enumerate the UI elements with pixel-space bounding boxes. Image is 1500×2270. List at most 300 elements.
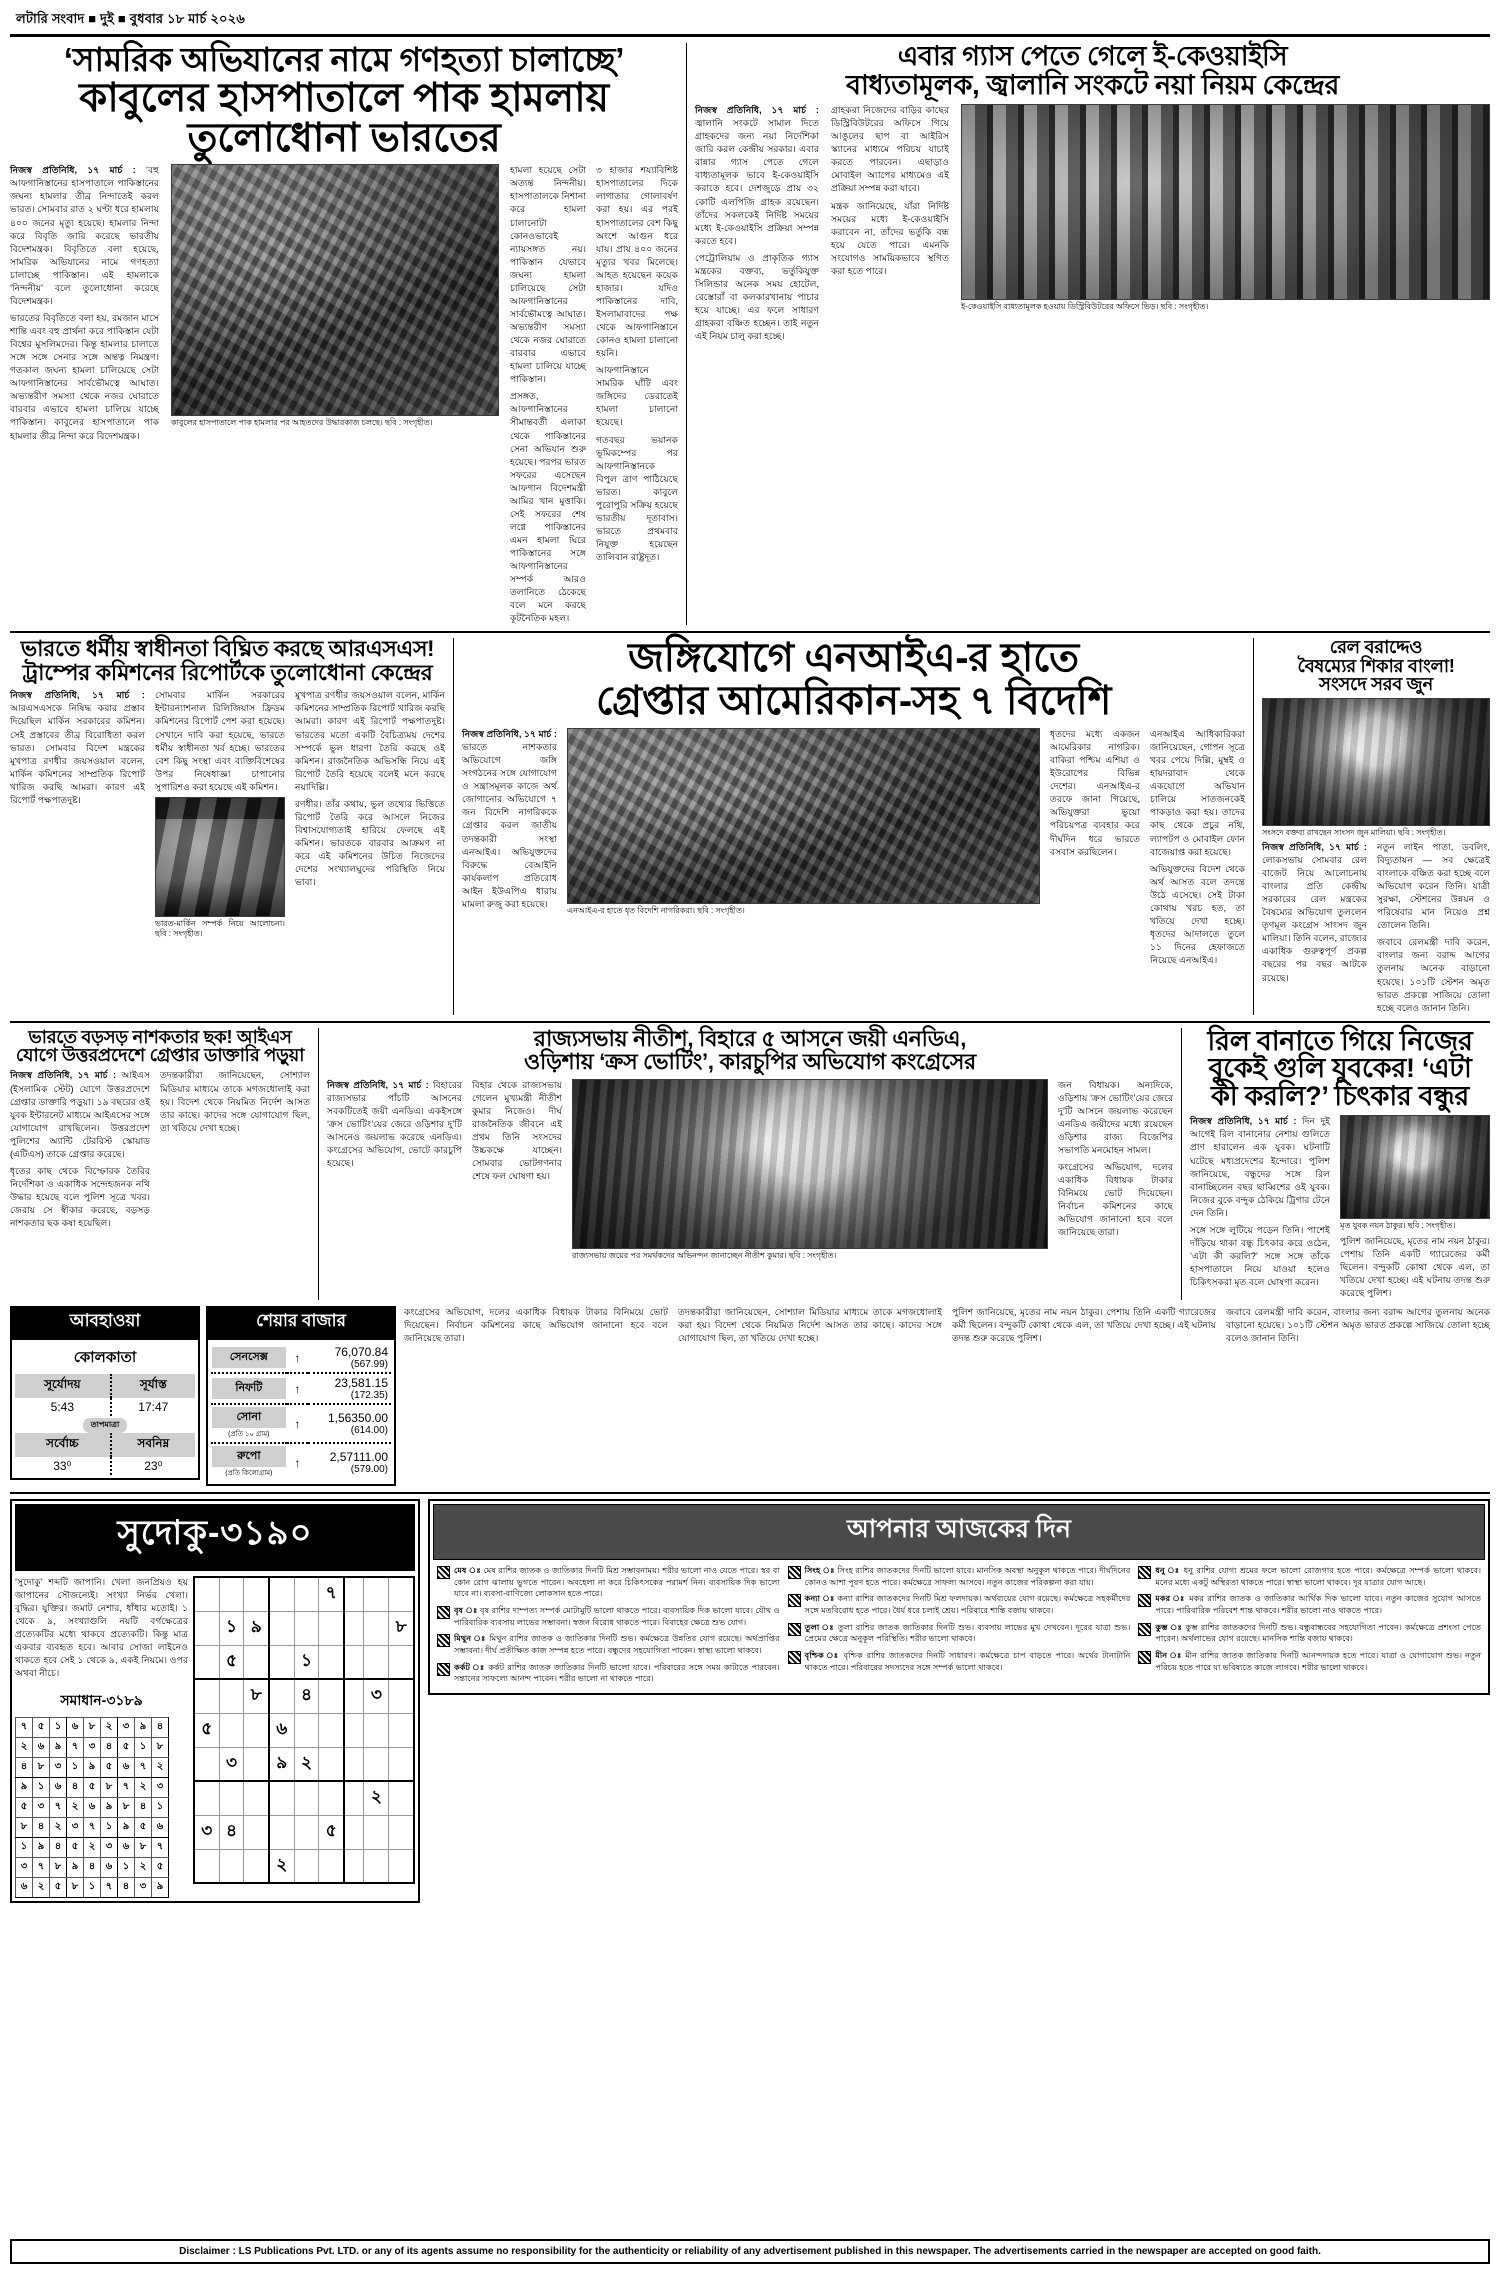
sudoku-solution-cell: ৮ bbox=[33, 1757, 50, 1777]
sudoku-cell[interactable] bbox=[319, 1645, 344, 1679]
horoscope-text: মেষ ঃ মেষ রাশির জাতক ও জাতিকার দিনটি মিশ্র সম্ভাবনাময়। শরীর ভালো নাও যেতে পারে। স্বর বা কোন রোগ ঝালায় ভুগতে পারেন। অবহেলা না করে চিকিৎসকের পরামর্শ নিন। ব্যবসায়িক দিক ভালো যাবে না। ব্যবসা-বাণিজ্যে লোকসান হতে পারে। bbox=[454, 1566, 780, 1599]
temp-min-label: সবনিম্ন bbox=[111, 1433, 195, 1457]
horoscope-item bbox=[1138, 1593, 1481, 1616]
horoscope-item bbox=[437, 1633, 780, 1656]
horoscope-text: কন্যা ঃ কন্যা রাশির জাতকদের দিনটি মিশ্র ফলদায়ক। অর্থব্যয়ের যোগ রয়েছে। কর্মক্ষেত্রে সহকর্মীদের সঙ্গে মতবিরোধ হতে পারে। ধৈর্য ধরে চলাই শ্রেয়। পরিবারে শান্তি বজায় থাকবে। bbox=[804, 1594, 1131, 1615]
sudoku-cell[interactable] bbox=[344, 1713, 364, 1747]
sudoku-cell[interactable] bbox=[344, 1747, 364, 1781]
rss-col-3: মুখপাত্র রণধীর জয়সওয়াল বলেন, মার্কিন কমিশনের সাম্প্রতিক রিপোর্ট খারিজ করছি আমরা। কারণ এই রিপোর্ট পক্ষপাতদুষ্ট। ভারতের মতো একটি বৈচিত্র্যময় দেশের সম্পর্কে ভুল ধারণা তৈরি করছে ওই কমিশন। রাজনৈতিক অভিসন্ধি নিয়ে এই রিপোর্ট তৈরি হয়েছে বলেই মনে করছে নয়াদিল্লি। রণধীর। তাঁর কথায়, ভুল তথ্যের ভিত্তিতে রিপোর্ট তৈরি করে আসলে নিজের বিশ্বাসযোগ্যতাই হারিয়ে ফেলছে এই কমিশন। ভারতকে বারবার আক্রমণ না করে এই কমিশনের উচিত নিজেদের দেশের সংখ্যালঘুদের পরিস্থিতি নিয়ে ভাবা। bbox=[295, 690, 445, 888]
nia-col-3: এনআইএ আধিকারিকরা জানিয়েছেন, গোপন সূত্রে খবর পেয়ে দিল্লি, মুম্বই ও হায়দরাবাদ থেকে একযোগে অভিযান চালিয়ে সাতজনকেই পাকড়াও করা হয়। তাদের কাছ থেকে প্রচুর নথি, ল্যাপটপ ও মোবাইল ফোন বাজেয়াপ্ত করা হয়েছে। অভিযুক্তদের বিদেশ থেকে অর্থ আসত বলে তদন্তে উঠে এসেছে। সেই টাকা কোথায় খরচ হত, তা খতিয়ে দেখা হচ্ছে। ধৃতদের আদালতে তুলে ১১ দিনের হেফাজতে নিয়েছে এনআইএ। bbox=[1150, 729, 1245, 966]
market-row bbox=[211, 1405, 391, 1443]
market-box bbox=[206, 1306, 396, 1486]
market-row bbox=[211, 1343, 391, 1373]
gas-photo-caption: ই-কেওয়াইসি বাধ্যতামূলক হওয়ায় ডিস্ট্রিবিউটরের অফিসে ভিড়। ছবি : সংগৃহীত। bbox=[961, 302, 1209, 312]
sudoku-cell[interactable]: ৯ bbox=[269, 1747, 294, 1781]
horoscope-item bbox=[1138, 1622, 1481, 1645]
bihar-photo bbox=[572, 1079, 1048, 1249]
reel-photo-caption: মৃত যুবক নয়ন ঠাকুর। ছবি : সংগৃহীত। bbox=[1340, 1221, 1456, 1231]
sudoku-cell[interactable]: ৮ bbox=[244, 1679, 269, 1713]
sudoku-solution-cell: ৬ bbox=[50, 1777, 67, 1797]
horoscope-item bbox=[788, 1593, 1131, 1616]
sudoku-cell[interactable] bbox=[294, 1577, 319, 1611]
sudoku-solution-cell: ৬ bbox=[118, 1757, 135, 1777]
sudoku-solution-cell: ১ bbox=[135, 1737, 152, 1757]
sudoku-cell[interactable]: ৭ bbox=[319, 1577, 344, 1611]
bottom-block bbox=[10, 1499, 1490, 1903]
section-rule-2 bbox=[10, 1021, 1490, 1023]
zodiac-icon bbox=[1138, 1594, 1151, 1607]
sudoku-cell[interactable] bbox=[294, 1713, 319, 1747]
sudoku-cell[interactable] bbox=[194, 1679, 219, 1713]
nia-photo bbox=[567, 728, 1040, 904]
sudoku-cell[interactable] bbox=[364, 1849, 389, 1883]
sudoku-solution-cell: ৬ bbox=[152, 1817, 169, 1837]
sudoku-solution-cell: ৯ bbox=[33, 1837, 50, 1857]
sudoku-cell[interactable] bbox=[389, 1781, 414, 1815]
sudoku-solution-cell: ৯ bbox=[135, 1717, 152, 1737]
sudoku-solution-cell: ১ bbox=[152, 1797, 169, 1817]
nia-col-1: নিজস্ব প্রতিনিধি, ১৭ মার্চ : ভারতে নাশকতার অভিযোগে জঙ্গি সংগঠনের সঙ্গে যোগাযোগ ও সন্ত্রাসমূলক কাজে অর্থ জোগানোর অভিযোগে ৭ জন বিদেশি নাগরিককে গ্রেপ্তার করল জাতীয় তদন্তকারী সংস্থা এনআইএ। অভিযুক্তদের বিরুদ্ধে বেআইনি কার্যকলাপ প্রতিরোধ আইন ইউএপিএ ধারায় মামলা রুজু করা হয়েছে। bbox=[462, 729, 557, 909]
nia-photo-col bbox=[562, 728, 1045, 967]
market-value: 76,070.84 bbox=[334, 1345, 388, 1360]
nia-headline-line2: গ্রেপ্তার আমেরিকান-সহ ৭ বিদেশি bbox=[595, 679, 1112, 724]
rss-col-2: সোমবার মার্কিন সরকারের ইন্টারন্যাশনাল রিলিজিয়াস ফ্রিডম কমিশনের রিপোর্ট পেশ করা হয়েছে। সেখানে দাবি করা হয়েছে, ভারতে ধর্মীয় স্বাধীনতা খর্ব হচ্ছে। ভারতের বেশ কিছু সংস্থা এবং ব্যক্তিবিশেষের উপর নিষেধাজ্ঞা চাপানোর সুপারিশও করা হয়েছে এই কমিশন। ভারত-মার্কিন সম্পর্ক নিয়ে আলোচনা। ছবি : সংগৃহীত। bbox=[155, 690, 285, 939]
rss-col-1: নিজস্ব প্রতিনিধি, ১৭ মার্চ : আরএসএসকে নিষিদ্ধ করার প্রস্তাব দিয়েছিল মার্কিন সরকারের কমিশন। সেই প্রস্তাবের তীব্র বিরোধিতা করল ভারত। সোমবার বিদেশ মন্ত্রকের মুখপাত্র রণধীর জয়সওয়াল বলেন, মার্কিন কমিশনের সাম্প্রতিক রিপোর্ট খারিজ করছি আমরা। কারণ এই রিপোর্ট পক্ষপাতদুষ্ট। bbox=[10, 690, 145, 805]
sudoku-cell[interactable] bbox=[194, 1577, 219, 1611]
sudoku-solution-cell: ৮ bbox=[67, 1877, 84, 1897]
sudoku-cell[interactable]: ২ bbox=[269, 1849, 294, 1883]
sudoku-solution-cell: ২ bbox=[50, 1817, 67, 1837]
sudoku-solution-cell: ৬ bbox=[33, 1737, 50, 1757]
reel-col-1: নিজস্ব প্রতিনিধি, ১৭ মার্চ : দিন দুই আগেই রিল বানানোর নেশায় গুলিতে প্রাণ হারালেন এক যুবক। ঘটনাটি ঘটেছে মধ্যপ্রদেশের ইন্দোরে। পুলিশ জানিয়েছে, বন্ধুদের সঙ্গে রিল বানাচ্ছিলেন বছর ছাব্বিশের ওই যুবক। নিজের বুকে বন্দুক ঠেকিয়ে ট্রিগার টেনে দেন তিনি। সঙ্গে সঙ্গে লুটিয়ে পড়েন তিনি। পাশেই দাঁড়িয়ে থাকা বন্ধু চিৎকার করে ওঠেন, ‘এটা কী করলি?’ সঙ্গে সঙ্গে তাঁকে হাসপাতালে নিয়ে যাওয়া হলেও চিকিৎসকরা মৃত বলে ঘোষণা করেন। bbox=[1190, 1116, 1330, 1288]
horoscope-text: মিথুন ঃ মিথুন রাশির জাতক ও জাতিকার দিনটি শুভ। কর্মক্ষেত্রে উন্নতির যোগ রয়েছে। অর্থপ্রাপ্তির সম্ভাবনা। দীর্ঘ প্রতীক্ষিত কাজ সম্পন্ন হতে পারে। বন্ধুদের সহযোগিতা পাবেন। স্বাস্থ্য ভালো থাকবে। bbox=[454, 1634, 780, 1655]
sudoku-cell[interactable] bbox=[344, 1815, 364, 1849]
sudoku-title: সুদোকু-৩১৯০ bbox=[15, 1504, 415, 1571]
horoscope-text: মকর ঃ মকর রাশির জাতক ও জাতিকার আর্থিক দিক ভালো যাবে। নতুন কাজের সুযোগ আসতে পারে। পারিবারিক পরিবেশ শান্ত থাকবে। শরীর ভালো নাও থাকতে পারে। bbox=[1155, 1594, 1482, 1615]
sudoku-solution-cell: ৫ bbox=[67, 1837, 84, 1857]
sudoku-cell[interactable] bbox=[344, 1645, 364, 1679]
zodiac-icon bbox=[437, 1634, 450, 1647]
sudoku-cell[interactable] bbox=[194, 1781, 219, 1815]
horoscope-text: কুম্ভ ঃ কুম্ভ রাশির জাতকদের দিনটি শুভ। বন্ধুবান্ধবের সহযোগিতা পাবেন। কর্মক্ষেত্রে প্রশংসা পেতে পারেন। অর্থলাভের যোগ রয়েছে। মানসিক শান্তি বজায় থাকবে। bbox=[1155, 1622, 1482, 1644]
sudoku-cell[interactable]: ৬ bbox=[269, 1713, 294, 1747]
sudoku-solution-cell: ৬ bbox=[16, 1877, 33, 1897]
weather-title: আবহাওয়া bbox=[10, 1306, 200, 1340]
sudoku-cell[interactable] bbox=[194, 1747, 219, 1781]
horoscope-sign-name: কন্যা ঃ bbox=[804, 1594, 838, 1604]
sudoku-cell[interactable] bbox=[319, 1747, 344, 1781]
sudoku-solution-cell: ৭ bbox=[16, 1717, 33, 1737]
sudoku-solution-cell: ৮ bbox=[84, 1717, 101, 1737]
sudoku-cell[interactable] bbox=[344, 1611, 364, 1645]
sudoku-cell[interactable] bbox=[389, 1679, 414, 1713]
sudoku-solution-cell: ৩ bbox=[84, 1737, 101, 1757]
zodiac-icon bbox=[437, 1566, 450, 1579]
sudoku-cell[interactable] bbox=[269, 1577, 294, 1611]
masthead-rule bbox=[10, 34, 1490, 37]
market-title: শেয়ার বাজার bbox=[206, 1306, 396, 1340]
sudoku-cell[interactable] bbox=[319, 1611, 344, 1645]
sudoku-cell[interactable] bbox=[364, 1713, 389, 1747]
sudoku-cell[interactable]: ৯ bbox=[244, 1611, 269, 1645]
sudoku-cell[interactable] bbox=[344, 1577, 364, 1611]
lead-col-1: নিজস্ব প্রতিনিধি, ১৭ মার্চ : ‘বহু আফগানিস্তানের হাসপাতালে পাকিস্তানের জঘন্য হামলার তীব্র নিন্দাতেই করল ভারত। সোমবার রাত ২ ঘণ্টা ধরে হামলায় ৪০০ জনের মৃত্যু হয়েছে। হামলার নিন্দা করে বিবৃতি জারি করেছে ভারতীয় বিদেশমন্ত্রক। বিবৃতিতে বলা হয়েছে, সামরিক অভিযানের নামে গণহত্যা চালাচ্ছে পাকিস্তান। এই হামলাকে ‘নিন্দনীয়’ বলে তুলোধোনা করেছে বিদেশমন্ত্রক। ভারতের বিবৃতিতে বলা হয়, রমজান মাসে শান্তি এবং বহু প্রার্থনা করে পাকিস্তান যেটা বিশ্বের মুসলিমদের। কিন্তু হামলার চালাতে সঙ্গে সঙ্গে সেনার সঙ্গে অন্তত্ন নিমন্ত্রণ। গতকাল জঘন্য হামলা চালিয়েছে সেটা আফগানিস্তানের সার্বভৌমত্বে আঘাত। অভ্যন্তরীণ সমস্যা থেকে নজর ঘোরাতে বারবার এভাবে হামলা চালিয়ে যাচ্ছে পাকিস্তান। কাবুলের হাসপাতালে পাক হামলার তীব্র নিন্দা করে বিদেশমন্ত্রক। bbox=[10, 165, 159, 441]
sudoku-cell[interactable] bbox=[269, 1611, 294, 1645]
sudoku-cell[interactable] bbox=[294, 1611, 319, 1645]
sudoku-cell[interactable] bbox=[194, 1849, 219, 1883]
rss-photo bbox=[155, 797, 285, 917]
sudoku-cell[interactable] bbox=[364, 1611, 389, 1645]
sudoku-row bbox=[194, 1713, 414, 1747]
sudoku-solution-cell: ২ bbox=[152, 1757, 169, 1777]
sudoku-solution-cell: ২ bbox=[33, 1877, 50, 1897]
horoscope-section bbox=[428, 1499, 1490, 1695]
lead-byline: নিজস্ব প্রতিনিধি, ১৭ মার্চ : bbox=[10, 165, 136, 176]
sudoku-solution-cell: ৩ bbox=[152, 1777, 169, 1797]
is-headline-line2: যোগে উত্তরপ্রদেশে গ্রেপ্তার ডাক্তারি পড়ুয়া bbox=[15, 1045, 305, 1066]
sudoku-solution-cell: ২ bbox=[67, 1797, 84, 1817]
horoscope-sign-name: ধনু ঃ bbox=[1155, 1566, 1184, 1576]
masthead: লটারি সংবাদ ■ দুই ■ বুধবার ১৮ মার্চ ২০২৬ bbox=[16, 11, 245, 26]
nia-story bbox=[462, 638, 1245, 1014]
gas-photo bbox=[961, 104, 1490, 300]
gas-headline-line1: এবার গ্যাস পেতে গেলে ই-কেওয়াইসি bbox=[897, 41, 1288, 71]
sudoku-solution-cell: ৮ bbox=[152, 1737, 169, 1757]
sudoku-cell[interactable] bbox=[294, 1815, 319, 1849]
sudoku-solution-cell: ২ bbox=[101, 1717, 118, 1737]
sudoku-cell[interactable] bbox=[194, 1611, 219, 1645]
gas-col-1: নিজস্ব প্রতিনিধি, ১৭ মার্চ : জ্বালানি সংকটে সামাল দিতে গ্রাহকদের জন্য নয়া নির্দেশিকা জারি করল কেন্দ্রীয় সরকার। এবার রান্নার গ্যাস পেতে গেলে বাধ্যতামূলক ভাবে ই-কেওয়াইসি করাতে হবে। দেশজুড়ে প্রায় ৩২ কোটি এলপিজি গ্রাহক রয়েছেন। তাঁদের সকলকেই নির্দিষ্ট সময়ের মধ্যে ই-কেওয়াইসি প্রক্রিয়া সম্পন্ন করতে হবে। পেট্রোলিয়াম ও প্রাকৃতিক গ্যাস মন্ত্রকের বক্তব্য, ভর্তুকিযুক্ত সিলিন্ডার অনেক সময় হোটেল, রেস্তোরাঁ বা কলকারখানায় পাচার হয়ে যাচ্ছে। এর ফলে সাধারণ গ্রাহকরা বঞ্চিত হচ্ছেন। তাই নতুন এই নিয়ম চালু করা হচ্ছে। bbox=[695, 105, 819, 342]
bihar-byline: নিজস্ব প্রতিনিধি, ১৭ মার্চ : bbox=[327, 1079, 429, 1090]
lead-col-2: হামলা হয়েছে সেটা অত্যন্ত নিন্দনীয়। হাসপাতালকে নিশানা করে হামলা চালানোটা কোনওভাবেই ন্যায়সঙ্গত নয়। পাকিস্তান যেভাবে জঘন্য হামলা চালিয়েছে সেটা আফগানিস্তানের সার্বভৌমত্বে আঘাত। অভ্যন্তরীণ সমস্যা থেকে নজর ঘোরাতে বারবার এভাবে হামলা চালিয়ে যাচ্ছে পাকিস্তান। প্রসঙ্গত, আফগানিস্তানের সীমান্তবর্তী এলাকা থেকে পাকিস্তানের সেনা অভিযান শুরু হয়েছে। পরপর ভারত সফরের এসেছেন আফগান বিদেশমন্ত্রী আমির খান মুত্তাকি। সেই সফরের শেষ লগ্নে পাকিস্তানের এমন হামলা ঘিরে পাকিস্তানের সঙ্গে আফগানিস্তানের সম্পর্ক আরও তলানিতে ঠেকেছে বলে মনে করছে কূটনৈতিক মহল। bbox=[510, 165, 586, 624]
horoscope-column bbox=[437, 1565, 780, 1690]
sudoku-cell[interactable] bbox=[389, 1577, 414, 1611]
market-value: 23,581.15 bbox=[334, 1376, 388, 1391]
sudoku-solution-cell: ৯ bbox=[152, 1877, 169, 1897]
sudoku-cell[interactable] bbox=[389, 1713, 414, 1747]
sudoku-row bbox=[194, 1781, 414, 1815]
sudoku-cell[interactable]: ৮ bbox=[389, 1611, 414, 1645]
sudoku-solution-cell: ৯ bbox=[118, 1817, 135, 1837]
rss-headline-line2: ট্রাম্পের কমিশনের রিপোর্টকে তুলোধোনা কেন্দ্রের bbox=[22, 659, 433, 685]
market-value: 2,57111.00 bbox=[329, 1450, 388, 1465]
sudoku-cell[interactable] bbox=[344, 1781, 364, 1815]
sudoku-cell[interactable]: ৩ bbox=[364, 1679, 389, 1713]
sudoku-cell[interactable] bbox=[244, 1747, 269, 1781]
horoscope-item bbox=[1138, 1565, 1481, 1588]
sudoku-cell[interactable] bbox=[344, 1849, 364, 1883]
market-name: রুপো bbox=[212, 1446, 286, 1467]
top-divider bbox=[686, 43, 687, 625]
lead-headline-line1: ‘সামরিক অভিযানের নামে গণহত্যা চালাচ্ছে’ bbox=[63, 41, 625, 78]
sudoku-solution-cell: ১ bbox=[118, 1857, 135, 1877]
sudoku-solution-cell: ৫ bbox=[50, 1877, 67, 1897]
sudoku-rules: ‘সুদোকু’ শব্দটি জাপানি। খেলা জনপ্রিয়ও হয় জাপানের সৌজন্যেই। সংখ্যা নির্ভর খেলা। বুদ্ধির। যুক্তির। জমাট নেশার, ধাঁধার মতোই। ১ থেকে ৯, সংখ্যাগুলি নয়টি বর্গক্ষেত্রের প্রত্যেকটির মধ্যে থাকবে প্রত্যেকটি। কিন্তু মাত্র একবার ব্যবহৃত হবে। আবার সোজা লাইনেও থাকতে হবে সেই ১ থেকে ৯, একই নিয়মে। ওপর অথবা নীচে। bbox=[15, 1577, 188, 1679]
sudoku-solution-row bbox=[16, 1837, 169, 1857]
sudoku-cell[interactable] bbox=[364, 1747, 389, 1781]
third-divider-1 bbox=[318, 1028, 319, 1300]
reel-headline-line2: বুকেই গুলি যুবকের! ‘এটা bbox=[1208, 1053, 1472, 1084]
sudoku-solution-cell: ৪ bbox=[101, 1737, 118, 1757]
sudoku-cell[interactable] bbox=[244, 1849, 269, 1883]
horoscope-item bbox=[437, 1565, 780, 1600]
is-col-2: তদন্তকারীরা জানিয়েছেন, সোশ্যাল মিডিয়ার মাধ্যমে তাকে মগজধোলাই করা হয়। বিদেশ থেকে নিয়মিত নির্দেশ আসত তার কাছে। কাদের সঙ্গে যোগাযোগ ছিল, তা খতিয়ে দেখা হচ্ছে। bbox=[160, 1070, 310, 1133]
lead-col-3: ৩ হাজার শয্যাবিশিষ্ট হাসপাতালের দিকে লাগাতার গোলাবর্ষণ করা হয়। এর পরই হাসপাতালের বেশ কিছু অংশে আগুন ধরে যায়। প্রায় ৪০০ জনের মৃত্যুর খবর মিলেছে। আহত হয়েছেন কয়েক হাজার। যদিও পাকিস্তানের দাবি, ইসলামাবাদের পক্ষ থেকে আফগানিস্তানে কোনও হামলা চালানো হয়নি। আফগানিস্তানে সামরিক ঘাঁটি এবং জঙ্গিদের ডেরাতেই হামলা চালানো হয়েছে। গতবছর ভয়ানক ভূমিকম্পের পর আফগানিস্তানকে বিপুল ত্রাণ পাঠিয়েছে ভারত। কাবুলে পুরোপুরি সক্রিয় হয়েছে ভারতীয় দূতাবাস। ভারতে প্রথমবার নিযুক্ত হয়েছেন তালিবান রাষ্ট্রদূত। bbox=[596, 165, 678, 563]
sudoku-cell[interactable] bbox=[319, 1781, 344, 1815]
sudoku-solution-cell: ৭ bbox=[50, 1797, 67, 1817]
sudoku-solution-cell: ৫ bbox=[152, 1857, 169, 1877]
rss-photo-caption: ভারত-মার্কিন সম্পর্ক নিয়ে আলোচনা। ছবি : সংগৃহীত। bbox=[155, 918, 285, 939]
rail-headline-line3: সংসদে সরব জুন bbox=[1319, 674, 1433, 695]
sudoku-solution-cell: ২ bbox=[135, 1777, 152, 1797]
horoscope-text: তুলা ঃ তুলা রাশির জাতক জাতিকার দিনটি শুভ। ব্যবসায় লাভের মুখ দেখবেন। দূরের যাত্রা শুভ। প্রেমের ক্ষেত্রে অনুকূল পরিস্থিতি। শরীর ভালো থাকবে। bbox=[804, 1622, 1131, 1644]
sunset-label: সূর্যাস্ত bbox=[111, 1374, 195, 1398]
sudoku-puzzle-grid[interactable] bbox=[193, 1576, 415, 1884]
market-value: 1,56350.00 bbox=[327, 1411, 388, 1426]
horoscope-item bbox=[437, 1662, 780, 1685]
sudoku-cell[interactable] bbox=[344, 1679, 364, 1713]
zodiac-icon bbox=[788, 1566, 801, 1579]
sudoku-solution-cell: ৩ bbox=[101, 1837, 118, 1857]
sudoku-cell[interactable] bbox=[319, 1849, 344, 1883]
sudoku-cell[interactable] bbox=[219, 1781, 244, 1815]
horoscope-sign-name: তুলা ঃ bbox=[804, 1622, 838, 1632]
zodiac-icon bbox=[1138, 1566, 1151, 1579]
sudoku-solution-row bbox=[16, 1817, 169, 1837]
market-sub: (প্রতি ১০ গ্রাম) bbox=[228, 1431, 270, 1439]
sudoku-cell[interactable]: ২ bbox=[294, 1747, 319, 1781]
reel-byline: নিজস্ব প্রতিনিধি, ১৭ মার্চ : bbox=[1190, 1116, 1297, 1127]
reel-headline-line1: রিল বানাতে গিয়ে নিজের bbox=[1207, 1025, 1473, 1056]
gas-story bbox=[695, 43, 1490, 625]
rss-story bbox=[10, 638, 445, 1014]
sudoku-solution-cell: ৫ bbox=[101, 1757, 118, 1777]
market-change: (567.99) bbox=[350, 1359, 388, 1371]
lead-story bbox=[10, 43, 678, 625]
bihar-col-3: জন বিধায়ক। অন্যদিকে, ওড়িশায় ‘ক্রস ভোটিং’য়ের জেরে দু’টি আসনে জয়লাভ করেছেন এনডিএ জয়ীদের মধ্যে রয়েছেন ওড়িশার রাজ্য বিজেপির সভাপতি মনমোহন সামল। কংগ্রেসের অভিযোগ, দলের একাধিক বিধায়ক টাকার বিনিময়ে ভোট দিয়েছেন। নির্বাচন কমিশনের কাছে অভিযোগ জানানো হবে বলে জানিয়েছে তারা। bbox=[1058, 1079, 1173, 1238]
rss-headline-line1: ভারতে ধর্মীয় স্বাধীনতা বিঘ্নিত করছে আরএসএস! bbox=[20, 636, 435, 662]
sudoku-solution-cell: ৩ bbox=[33, 1797, 50, 1817]
sudoku-cell[interactable]: ৩ bbox=[194, 1815, 219, 1849]
sudoku-solution-row bbox=[16, 1777, 169, 1797]
lead-photo bbox=[171, 164, 499, 416]
sudoku-solution-cell: ৫ bbox=[33, 1717, 50, 1737]
horoscope-item bbox=[788, 1565, 1131, 1588]
horoscope-sign-name: মিথুন ঃ bbox=[454, 1634, 490, 1644]
sudoku-cell[interactable] bbox=[219, 1849, 244, 1883]
second-block bbox=[10, 638, 1490, 1014]
sudoku-cell[interactable] bbox=[244, 1815, 269, 1849]
section-rule-3 bbox=[10, 1492, 1490, 1494]
sudoku-cell[interactable] bbox=[269, 1781, 294, 1815]
rail-byline: নিজস্ব প্রতিনিধি, ১৭ মার্চ : bbox=[1262, 841, 1367, 852]
sudoku-right bbox=[193, 1576, 415, 1898]
sudoku-solution-cell: ৪ bbox=[135, 1797, 152, 1817]
zodiac-icon bbox=[788, 1623, 801, 1636]
sudoku-cell[interactable] bbox=[364, 1815, 389, 1849]
continued-col-2: তদন্তকারীরা জানিয়েছেন, সোশ্যাল মিডিয়ার মাধ্যমে তাকে মগজধোলাই করা হয়। বিদেশ থেকে নিয়মিত নির্দেশ আসত তার কাছে। কাদের সঙ্গে যোগাযোগ ছিল, তা খতিয়ে দেখা হচ্ছে। bbox=[678, 1307, 942, 1344]
horoscope-sign-name: মীন ঃ bbox=[1155, 1650, 1186, 1660]
horoscope-sign-name: বৃষ ঃ bbox=[454, 1605, 481, 1615]
zodiac-icon bbox=[1138, 1623, 1151, 1636]
sudoku-solution-cell: ৬ bbox=[118, 1837, 135, 1857]
sudoku-cell[interactable]: ৩ bbox=[219, 1747, 244, 1781]
horoscope-title: আপনার আজকের দিন bbox=[433, 1504, 1485, 1560]
horoscope-sign-name: সিংহ ঃ bbox=[804, 1566, 838, 1576]
horoscope-sign-name: মকর ঃ bbox=[1155, 1594, 1190, 1604]
sudoku-row bbox=[194, 1679, 414, 1713]
zodiac-icon bbox=[788, 1651, 801, 1664]
rail-photo bbox=[1262, 698, 1490, 826]
sudoku-cell[interactable] bbox=[389, 1645, 414, 1679]
sudoku-cell[interactable] bbox=[219, 1679, 244, 1713]
temp-max-value: 33⁰ bbox=[53, 1459, 72, 1474]
sudoku-cell[interactable] bbox=[269, 1679, 294, 1713]
market-change: (614.00) bbox=[350, 1425, 388, 1437]
market-change: (579.00) bbox=[350, 1464, 388, 1476]
market-arrow: ↑ bbox=[294, 1416, 301, 1431]
sudoku-solution-cell: ৩ bbox=[118, 1717, 135, 1737]
sudoku-cell[interactable] bbox=[389, 1849, 414, 1883]
horoscope-sign-name: কর্কট ঃ bbox=[454, 1662, 489, 1672]
sudoku-solution-cell: ৭ bbox=[152, 1837, 169, 1857]
zodiac-icon bbox=[437, 1606, 450, 1619]
horoscope-columns bbox=[433, 1560, 1485, 1690]
sudoku-solution-cell: ৪ bbox=[16, 1757, 33, 1777]
sudoku-cell[interactable] bbox=[294, 1849, 319, 1883]
sudoku-solution-grid bbox=[15, 1717, 169, 1898]
sunrise-label: সূর্যোদয় bbox=[15, 1374, 111, 1398]
rail-col-1: নিজস্ব প্রতিনিধি, ১৭ মার্চ : লোকসভায় সোমবার রেল বাজেট নিয়ে আলোচনায় বাংলার প্রতি কেন্দ্রীয় সরকারের রেল মন্ত্রকের বৈষম্যের অভিযোগ তুললেন তৃণমূল কংগ্রেস সাংসদ জুন মালিয়া। তিনি বলেন, রাজ্যের একাধিক গুরুত্বপূর্ণ প্রকল্প বছরের পর বছর আটকে রয়েছে। bbox=[1262, 841, 1367, 983]
sudoku-solution-cell: ৬ bbox=[101, 1857, 118, 1877]
section-rule-1 bbox=[10, 631, 1490, 633]
sudoku-solution-cell: ১ bbox=[16, 1837, 33, 1857]
horoscope-item bbox=[437, 1605, 780, 1628]
sudoku-solution-cell: ৭ bbox=[135, 1757, 152, 1777]
nia-col-2: ধৃতদের মধ্যে একজন আমেরিকার নাগরিক। বাকিরা পশ্চিম এশিয়া ও ইউরোপের বিভিন্ন দেশের। এনআইএ-র তরফে জানা গিয়েছে, অভিযুক্তরা ভুয়ো পরিচয়পত্র ব্যবহার করে দীর্ঘদিন ধরে ভারতে বসবাস করছিলেন। bbox=[1050, 729, 1140, 857]
horoscope-sign-name: মেষ ঃ bbox=[454, 1566, 484, 1576]
sudoku-cell[interactable] bbox=[244, 1781, 269, 1815]
lead-headline-line2: কাবুলের হাসপাতালে পাক হামলায় তুলোধোনা ভারতের bbox=[79, 75, 609, 161]
sudoku-cell[interactable] bbox=[319, 1713, 344, 1747]
sudoku-solution-cell: ৪ bbox=[67, 1777, 84, 1797]
sudoku-row bbox=[194, 1577, 414, 1611]
horoscope-text: বৃশ্চিক ঃ বৃশ্চিক রাশির জাতকদের দিনটি সাধারণ। কর্মক্ষেত্রে চাপ বাড়তে পারে। অর্থের টানাটানি থাকতে পারে। পরিবারের সদস্যদের সঙ্গে সম্পর্ক ভালো থাকবে। bbox=[804, 1650, 1131, 1672]
second-divider-1 bbox=[453, 638, 454, 1014]
horoscope-text: মীন ঃ মীন রাশির জাতক জাতিকার দিনটি আনন্দদায়ক হতে পারে। যাত্রা ও যোগাযোগ শুভ। নতুন পরিচয় হতে পারে যা ভবিষ্যতে কাজে লাগবে। শরীর ভালো থাকবে। bbox=[1155, 1650, 1482, 1672]
sudoku-cell[interactable] bbox=[219, 1713, 244, 1747]
horoscope-item bbox=[788, 1650, 1131, 1673]
sudoku-cell[interactable]: ৪ bbox=[294, 1679, 319, 1713]
sudoku-cell[interactable]: ১ bbox=[294, 1645, 319, 1679]
zodiac-icon bbox=[1138, 1651, 1151, 1664]
horoscope-text: সিংহ ঃ সিংহ রাশির জাতকদের দিনটি ভালো যাবে। মানসিক অবস্থা অনুকূল থাকতে পারে। দীর্ঘদিনের কোনও আশা পূরণ হতে পারে। কর্মক্ষেত্রে সাফল্য আসবে। নতুন কাজের পরিকল্পনা করা যায়। bbox=[804, 1566, 1131, 1587]
weather-city: কোলকাতা bbox=[73, 1349, 137, 1367]
sudoku-solution-row bbox=[16, 1737, 169, 1757]
reel-photo bbox=[1340, 1115, 1490, 1219]
sudoku-cell[interactable] bbox=[364, 1645, 389, 1679]
market-arrow: ↑ bbox=[294, 1381, 301, 1396]
sudoku-solution-cell: ৭ bbox=[84, 1817, 101, 1837]
sudoku-cell[interactable] bbox=[244, 1645, 269, 1679]
sudoku-cell[interactable] bbox=[244, 1713, 269, 1747]
bihar-photo-col bbox=[567, 1079, 1053, 1261]
sudoku-solution-cell: ৪ bbox=[152, 1717, 169, 1737]
reel-story bbox=[1190, 1025, 1490, 1300]
sudoku-solution-cell: ১ bbox=[50, 1717, 67, 1737]
sudoku-cell[interactable]: ২ bbox=[364, 1781, 389, 1815]
disclaimer: Disclaimer : LS Publications Pvt. LTD. or any of its agents assume no responsibility for the authenticity or reliability of any advertisement published in this newspaper. The advertisements carried in the newspaper are accepted on good faith. bbox=[10, 2239, 1490, 2264]
sudoku-cell[interactable] bbox=[219, 1577, 244, 1611]
sudoku-cell[interactable] bbox=[364, 1577, 389, 1611]
rail-headline-line2: বৈষম্যের শিকার বাংলা! bbox=[1297, 655, 1455, 676]
second-divider-2 bbox=[1253, 638, 1254, 1014]
is-headline-line1: ভারতে বড়সড় নাশকতার ছক! আইএস bbox=[28, 1026, 292, 1047]
sudoku-cell[interactable] bbox=[389, 1815, 414, 1849]
nia-headline-line1: জঙ্গিযোগে এনআইএ-র হাতে bbox=[628, 636, 1079, 681]
sudoku-solution-cell: ৯ bbox=[16, 1777, 33, 1797]
reel-headline-line3: কী করলি?’ চিৎকার বন্ধুর bbox=[1211, 1080, 1469, 1111]
sudoku-cell[interactable] bbox=[269, 1815, 294, 1849]
gas-headline-line2: বাধ্যতামূলক, জ্বালানি সংকটে নয়া নিয়ম কেন্দ্রের bbox=[845, 69, 1339, 100]
continued-col-4: জবাবে রেলমন্ত্রী দাবি করেন, বাংলার জন্য বরাদ্দ আগের তুলনায় অনেক বাড়ানো হয়েছে। ১০১টি স্টেশন অমৃত ভারত প্রকল্পে সাজিয়ে তোলা হচ্ছে বলেও জানান তিনি। bbox=[1226, 1307, 1490, 1344]
sudoku-cell[interactable] bbox=[194, 1645, 219, 1679]
sudoku-solution-cell: ৩ bbox=[67, 1817, 84, 1837]
sudoku-solution-cell: ৭ bbox=[118, 1777, 135, 1797]
market-arrow: ↑ bbox=[294, 1350, 301, 1365]
sunrise-value: 5:43 bbox=[50, 1400, 74, 1415]
sudoku-solution-cell: ৮ bbox=[16, 1817, 33, 1837]
horoscope-sign-name: বৃশ্চিক ঃ bbox=[804, 1650, 844, 1660]
sudoku-cell[interactable] bbox=[269, 1645, 294, 1679]
sudoku-solution-cell: ৫ bbox=[135, 1817, 152, 1837]
zodiac-icon bbox=[788, 1594, 801, 1607]
sudoku-solution-cell: ৮ bbox=[50, 1857, 67, 1877]
sudoku-solution-cell: ৭ bbox=[101, 1877, 118, 1897]
temp-min-value: 23⁰ bbox=[111, 1457, 195, 1475]
sudoku-solution-cell: ৪ bbox=[33, 1817, 50, 1837]
sudoku-cell[interactable] bbox=[389, 1747, 414, 1781]
sudoku-solution-cell: ২ bbox=[84, 1837, 101, 1857]
sudoku-cell[interactable]: ৫ bbox=[219, 1645, 244, 1679]
market-name: নিফটি bbox=[212, 1378, 286, 1399]
gas-col-2: গ্রাহকরা নিজেদের বাড়ির কাছের ডিস্ট্রিবিউটরের অফিসে গিয়ে আঙুলের ছাপ বা আইরিস স্ক্যানের মাধ্যমে পরিচয় যাচাই করতে পারবেন। এছাড়াও মোবাইল অ্যাপের মাধ্যমেও এই প্রক্রিয়া সম্পন্ন করা যাবে। মন্ত্রক জানিয়েছে, যাঁরা নির্দিষ্ট সময়ের মধ্যে ই-কেওয়াইসি করাবেন না, তাঁদের ভর্তুকি বন্ধ হয়ে যেতে পারে। এমনকি সংযোগও সাময়িকভাবে স্থগিত করা হতে পারে। bbox=[831, 105, 949, 276]
sudoku-solution-cell: ৩ bbox=[16, 1857, 33, 1877]
sudoku-cell[interactable]: ১ bbox=[219, 1611, 244, 1645]
sudoku-cell[interactable] bbox=[244, 1577, 269, 1611]
horoscope-column bbox=[788, 1565, 1131, 1690]
sudoku-solution-cell: ৮ bbox=[101, 1777, 118, 1797]
rss-byline: নিজস্ব প্রতিনিধি, ১৭ মার্চ : bbox=[10, 690, 145, 701]
sudoku-solution-cell: ৫ bbox=[118, 1737, 135, 1757]
horoscope-sign-name: কুম্ভ ঃ bbox=[1155, 1622, 1186, 1632]
sudoku-cell[interactable] bbox=[294, 1781, 319, 1815]
sudoku-solution-cell: ৫ bbox=[16, 1797, 33, 1817]
sudoku-cell[interactable]: ৪ bbox=[219, 1815, 244, 1849]
market-row bbox=[211, 1374, 391, 1404]
sudoku-cell[interactable]: ৫ bbox=[194, 1713, 219, 1747]
gas-photo-col bbox=[955, 104, 1490, 343]
bihar-col-1: নিজস্ব প্রতিনিধি, ১৭ মার্চ : বিহারের রাজ্যসভার পাঁচটি আসনের সবকটিতেই জয়ী এনডিএ। একইসঙ্গে ‘ক্রস ভোটিং’য়ের জেরে ওড়িশার দু’টি আসনেও জয়লাভ করেছে এনডিএ। কংগ্রেসের অভিযোগ, ভোটে কারচুপি হয়েছে। bbox=[327, 1079, 462, 1168]
sudoku-solution-cell: ৪ bbox=[50, 1837, 67, 1857]
sudoku-solution-cell: ৮ bbox=[135, 1837, 152, 1857]
sudoku-cell[interactable]: ৫ bbox=[319, 1815, 344, 1849]
sudoku-cell[interactable] bbox=[319, 1679, 344, 1713]
lead-photo-col bbox=[165, 164, 505, 625]
weather-box bbox=[10, 1306, 200, 1480]
horoscope-text: বৃষ ঃ বৃষ রাশির দাম্পত্য সম্পর্ক মোটামুটি ভালো থাকতে পারে। ব্যবসায়িক দিক ভালো যাবে। যৌথ ও পারিবারিক ব্যবসায় লাভের সম্ভাবনা। স্বজন বিরোধ থাকতে পারে। বিবাহের ক্ষেত্রে শুভ যোগ। bbox=[454, 1605, 780, 1627]
sudoku-section bbox=[10, 1499, 420, 1903]
